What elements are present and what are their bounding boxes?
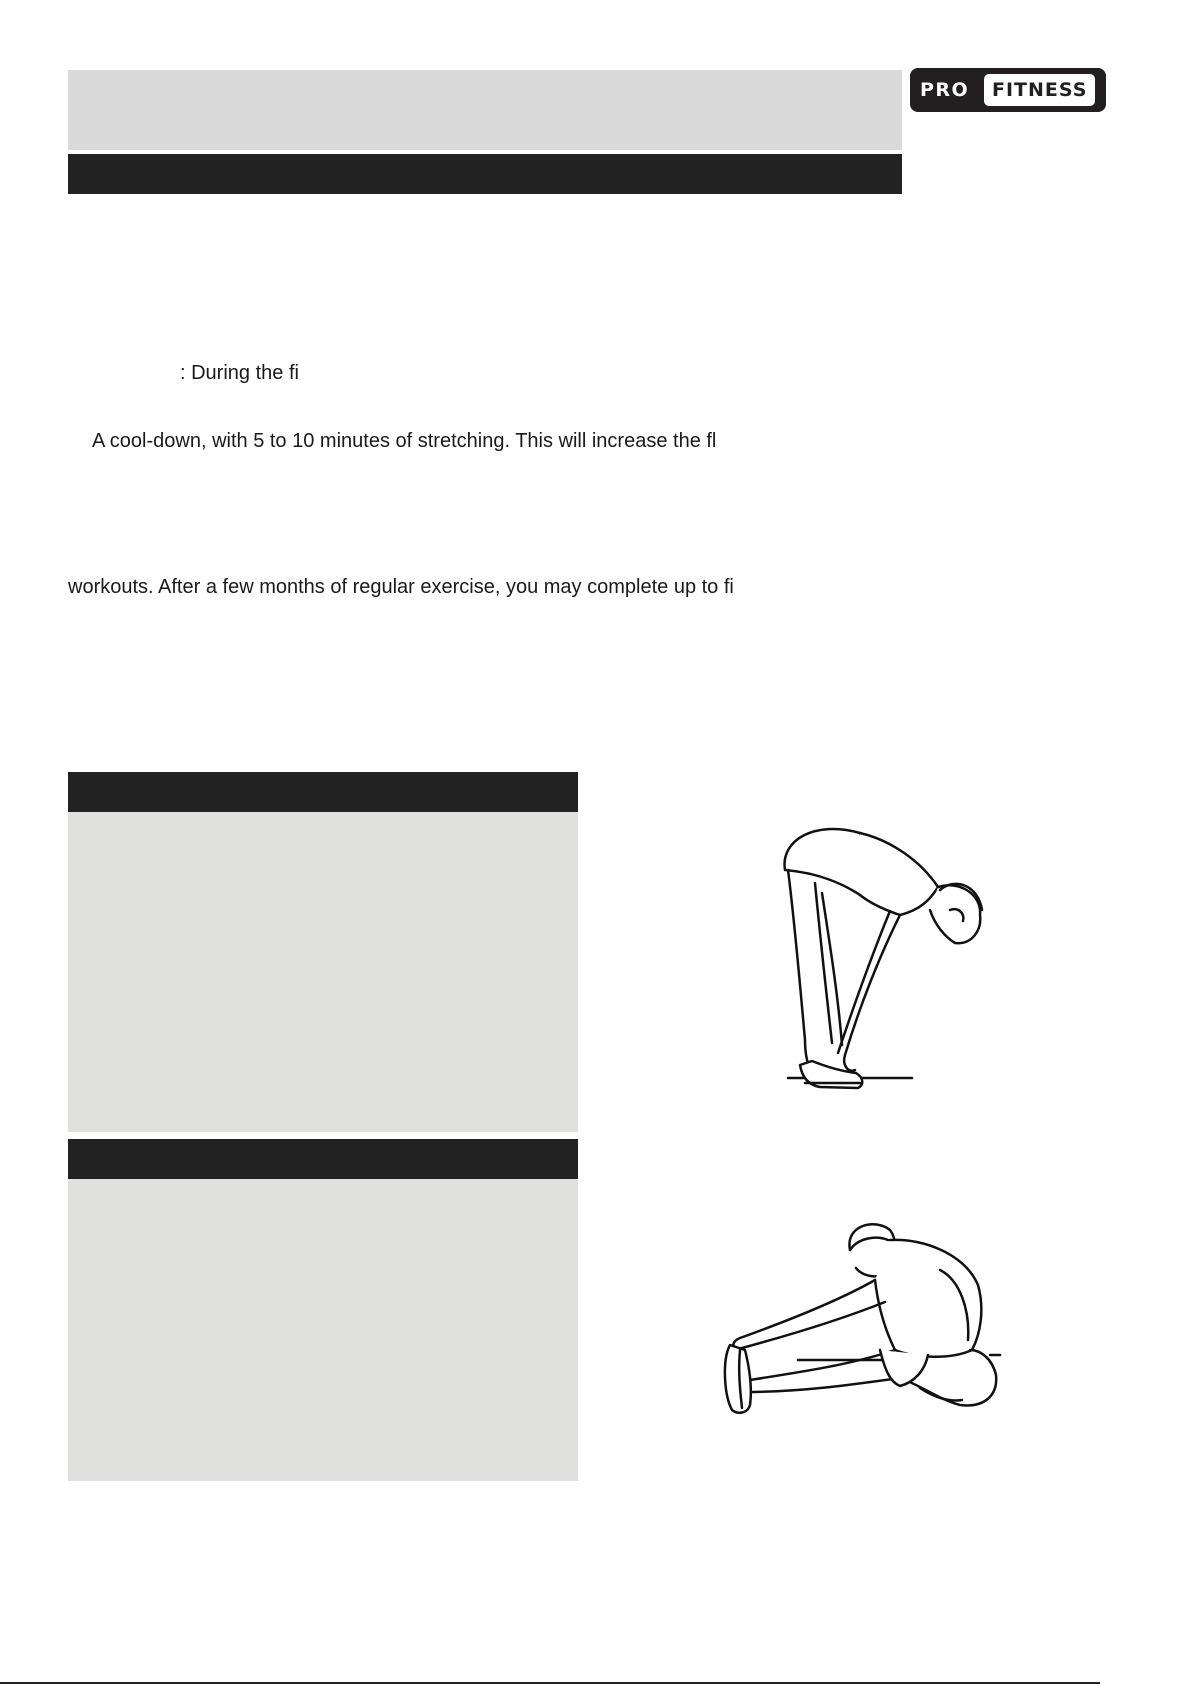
footer-rule bbox=[0, 1682, 1100, 1684]
exercise-1-description-panel bbox=[68, 812, 578, 1132]
pro-fitness-logo bbox=[910, 68, 1106, 112]
logo-fitness-text: FITNESS bbox=[984, 74, 1095, 106]
header-title-area bbox=[68, 70, 902, 150]
header-section-bar bbox=[68, 154, 902, 194]
seated-hamstring-stretch-illustration bbox=[700, 1210, 1020, 1450]
exercise-2-description-panel bbox=[68, 1179, 578, 1481]
body-text-line-1: : During the fi bbox=[180, 362, 299, 384]
exercise-1-title-bar bbox=[68, 772, 578, 812]
toe-touch-stretch-illustration bbox=[760, 815, 1020, 1105]
exercise-2-title-bar bbox=[68, 1139, 578, 1179]
logo-pro-text: PRO bbox=[920, 79, 970, 101]
body-text-line-3: workouts. After a few months of regular exercise, you may complete up to fi bbox=[68, 576, 734, 598]
body-text-line-2: A cool-down, with 5 to 10 minutes of stretching. This will increase the fl bbox=[92, 430, 717, 452]
